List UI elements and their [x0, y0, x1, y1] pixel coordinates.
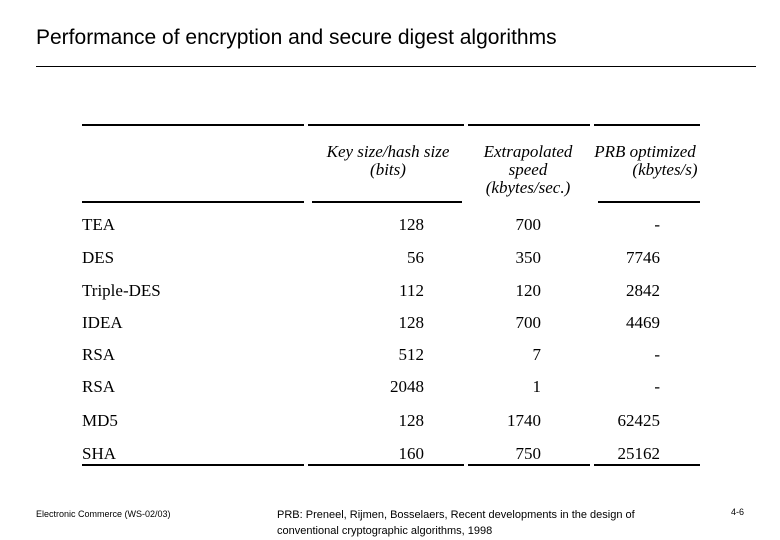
table-top-rule	[468, 124, 590, 126]
cell-key-size: 112	[399, 281, 424, 300]
cell-key-size: 512	[398, 345, 424, 364]
header-line: Extrapolated	[483, 142, 573, 161]
cell-speed: 700	[515, 215, 541, 234]
table-top-rule	[82, 124, 304, 126]
cell-speed: 750	[515, 444, 541, 463]
cell-speed: 120	[515, 281, 541, 300]
header-line: Key size/hash size	[326, 142, 450, 161]
row-label: RSA	[82, 345, 116, 364]
cell-speed: 7	[532, 345, 541, 364]
row-label: MD5	[82, 411, 118, 430]
table-bottom-rule	[594, 464, 700, 466]
header-line: PRB optimized	[594, 142, 696, 161]
cell-key-size: 128	[398, 313, 424, 332]
cell-speed: 700	[515, 313, 541, 332]
cell-key-size: 2048	[390, 377, 424, 396]
cell-prb: -	[654, 215, 660, 234]
column-header-prb	[584, 143, 706, 179]
column-header-key-size	[318, 143, 458, 179]
page-number: 4-6	[731, 507, 745, 517]
header-line: (bits)	[370, 160, 406, 179]
cell-key-size: 128	[398, 215, 424, 234]
header-bottom-rule	[312, 201, 462, 203]
cell-prb: -	[654, 345, 660, 364]
cell-prb: 2842	[626, 281, 660, 300]
cell-speed: 1	[532, 377, 541, 396]
table-top-rule	[594, 124, 700, 126]
row-label: IDEA	[82, 313, 123, 332]
cell-prb: 62425	[617, 411, 660, 430]
row-label: RSA	[82, 377, 116, 396]
column-header-speed	[476, 143, 580, 197]
cell-prb: 7746	[626, 248, 660, 267]
cell-prb: -	[654, 377, 660, 396]
cell-prb: 25162	[617, 444, 660, 463]
row-label: TEA	[82, 215, 116, 234]
header-bottom-rule	[82, 201, 304, 203]
slide-title: Performance of encryption and secure digest algorithms	[36, 26, 557, 49]
header-line: (kbytes/sec.)	[485, 178, 571, 197]
table-bottom-rule	[468, 464, 590, 466]
cell-key-size: 160	[398, 444, 424, 463]
header-line: (kbytes/s)	[632, 160, 698, 179]
cell-prb: 4469	[626, 313, 660, 332]
table-bottom-rule	[308, 464, 464, 466]
cell-speed: 1740	[507, 411, 541, 430]
footer-course: Electronic Commerce (WS-02/03)	[36, 509, 171, 519]
cell-key-size: 56	[407, 248, 424, 267]
table-top-rule	[308, 124, 464, 126]
row-label: DES	[82, 248, 115, 267]
table-bottom-rule	[82, 464, 304, 466]
row-label: SHA	[82, 444, 117, 463]
cell-speed: 350	[515, 248, 541, 267]
title-divider	[36, 66, 756, 67]
cell-key-size: 128	[398, 411, 424, 430]
footer-source: PRB: Preneel, Rijmen, Bosselaers, Recent developments in the design of conventional cryptographic algorithms, 1998	[277, 509, 635, 537]
header-bottom-rule	[598, 201, 700, 203]
row-label: Triple-DES	[82, 281, 161, 300]
header-line: speed	[508, 160, 548, 179]
